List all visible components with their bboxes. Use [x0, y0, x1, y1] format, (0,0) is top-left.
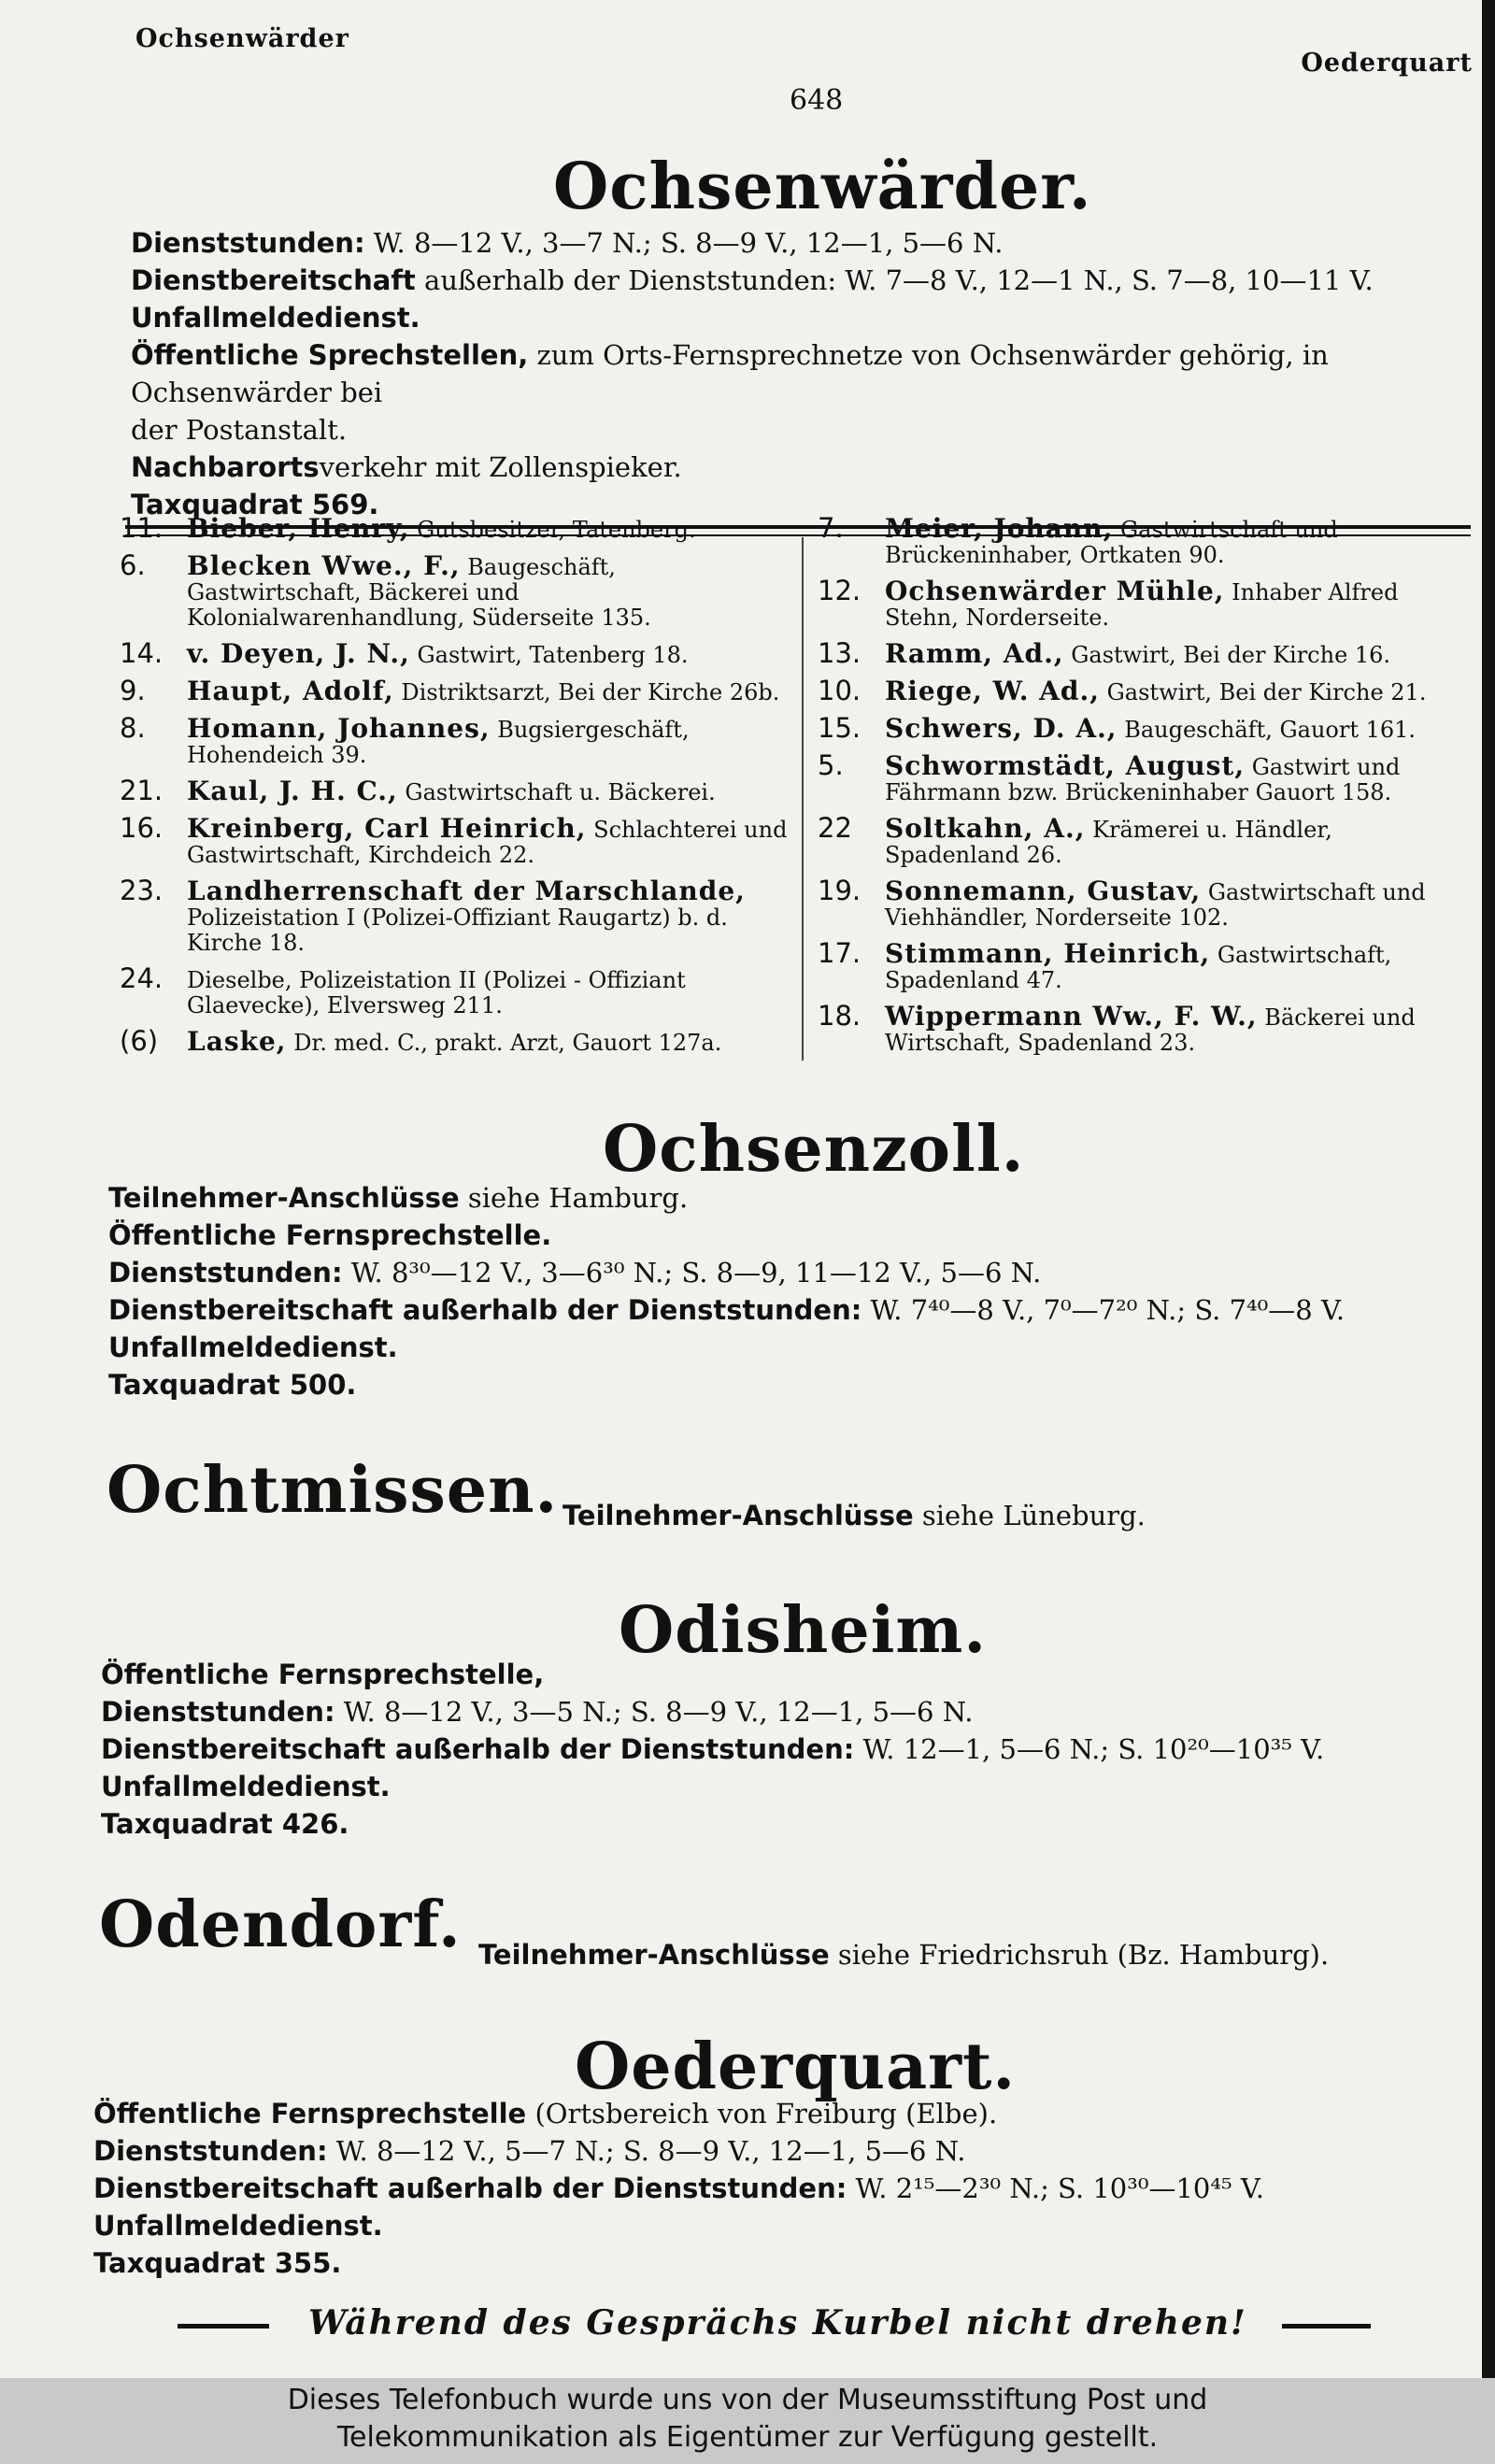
- running-header-right: Oederquart: [1301, 49, 1473, 78]
- info-line-label: Taxquadrat 569.: [131, 489, 379, 520]
- oederquart-info-line: [93, 2244, 1264, 2282]
- info-line-label: Dienststunden:: [101, 1696, 335, 1728]
- subscriber-description: Gastwirt, Bei der Kirche 16.: [1063, 642, 1391, 668]
- subscriber-name: Stimmann, Heinrich,: [885, 938, 1211, 969]
- section-title-ochtmissen: Ochtmissen.: [107, 1453, 559, 1528]
- info-line-label: Taxquadrat 355.: [93, 2247, 342, 2279]
- subscriber-text: [885, 878, 1472, 931]
- subscriber-entry: [818, 712, 1472, 744]
- subscriber-text: [187, 778, 792, 805]
- subscriber-name: Haupt, Adolf,: [187, 676, 394, 706]
- subscriber-name: v. Deyen, J. N.,: [187, 638, 410, 669]
- info-line-label: Dienstbereitschaft außerhalb der Dienststunden:: [93, 2172, 847, 2204]
- subscriber-description: Gastwirt und Fährmann bzw. Brückeninhaber Gauort 158.: [885, 754, 1401, 805]
- subscriber-number: 18.: [818, 1000, 861, 1032]
- subscriber-text: [885, 513, 1472, 568]
- subscriber-entry: [120, 875, 792, 956]
- subscriber-entry: [818, 875, 1472, 931]
- info-line-text: W. 12—1, 5—6 N.; S. 10²⁰—10³⁵ V.: [854, 1733, 1325, 1765]
- subscriber-number: 24.: [120, 962, 164, 994]
- subscriber-name: Wippermann Ww., F. W.,: [885, 1001, 1258, 1032]
- subscriber-number: 9.: [120, 675, 146, 706]
- info-line-text: verkehr mit Zollenspieker.: [319, 451, 682, 483]
- section-title-odisheim: Odisheim.: [619, 1593, 988, 1668]
- subscriber-text: [187, 813, 792, 868]
- ochtmissen-note: [562, 1497, 1146, 1534]
- info-line-label: Dienstbereitschaft außerhalb der Dienststunden:: [108, 1294, 862, 1326]
- odendorf-note-text: siehe Friedrichsruh (Bz. Hamburg).: [829, 1939, 1330, 1971]
- subscriber-description: Dieselbe, Polizeistation II (Polizei - Offiziant Glaevecke), Elversweg 211.: [187, 967, 686, 1018]
- info-line-text: zum Orts-Fernsprechnetze von Ochsenwärder gehörig, in Ochsenwärder bei: [131, 339, 1329, 408]
- subscriber-text: [187, 713, 792, 768]
- subscriber-description: Baugeschäft, Gauort 161.: [1117, 717, 1417, 743]
- ochsenwaerder-info-line: [131, 262, 1495, 299]
- subscriber-name: Kaul, J. H. C.,: [187, 776, 398, 806]
- info-line-text: W. 8—12 V., 3—7 N.; S. 8—9 V., 12—1, 5—6 N.: [364, 227, 1004, 259]
- subscriber-description: Bäckerei und Wirtschaft, Spadenland 23.: [885, 1004, 1416, 1056]
- ochtmissen-note-label: Teilnehmer-Anschlüsse: [562, 1500, 914, 1531]
- info-line-label: Öffentliche Fernsprechstelle: [93, 2098, 527, 2129]
- subscriber-entry: [818, 575, 1472, 631]
- subscriber-description: Krämerei u. Händler, Spadenland 26.: [885, 817, 1332, 868]
- subscriber-list-right: [818, 512, 1472, 1066]
- subscriber-number: 14.: [120, 637, 164, 669]
- section-title-oederquart: Oederquart.: [575, 2030, 1017, 2104]
- subscriber-number: 13.: [818, 637, 861, 669]
- subscriber-number: 8.: [120, 712, 146, 744]
- section-title-ochsenwaerder: Ochsenwärder.: [553, 150, 1092, 224]
- subscriber-number: 23.: [120, 875, 164, 906]
- info-line-text: W. 7⁴⁰—8 V., 7⁰—7²⁰ N.; S. 7⁴⁰—8 V.: [861, 1294, 1346, 1326]
- oederquart-info-line: [93, 2095, 1264, 2132]
- info-line-label: Teilnehmer-Anschlüsse: [108, 1182, 460, 1214]
- info-line-text: W. 2¹⁵—2³⁰ N.; S. 10³⁰—10⁴⁵ V.: [847, 2172, 1264, 2204]
- ochsenwaerder-info-line: [131, 336, 1495, 411]
- subscriber-description: Polizeistation I (Polizei-Offiziant Raugartz) b. d. Kirche 18.: [187, 904, 728, 956]
- subscriber-list-left: [120, 512, 792, 1066]
- subscriber-text: [885, 578, 1472, 631]
- subscriber-name: Riege, W. Ad.,: [885, 676, 1100, 706]
- subscriber-entry: [120, 675, 792, 706]
- subscriber-number: 10.: [818, 675, 861, 706]
- section-title-ochsenzoll: Ochsenzoll.: [603, 1112, 1025, 1187]
- oederquart-info-line: [93, 2170, 1264, 2207]
- info-line-text: der Postanstalt.: [131, 414, 348, 446]
- subscriber-name: Kreinberg, Carl Heinrich,: [187, 813, 587, 844]
- page-number: 648: [790, 84, 844, 117]
- odisheim-info-line: [101, 1656, 1324, 1693]
- subscriber-text: [885, 1001, 1472, 1056]
- subscriber-description: Gastwirtschaft und Viehhändler, Norderseite 102.: [885, 879, 1426, 931]
- odisheim-info-line: [101, 1730, 1324, 1768]
- subscriber-text: [885, 713, 1472, 744]
- info-line-label: Taxquadrat 500.: [108, 1369, 357, 1401]
- subscriber-description: Bugsiergeschäft, Hohendeich 39.: [187, 717, 690, 768]
- subscriber-entry: [120, 549, 792, 631]
- subscriber-description: Gastwirtschaft u. Bäckerei.: [397, 779, 716, 805]
- section-title-odendorf: Odendorf.: [99, 1887, 462, 1962]
- ochsenzoll-info-line: [108, 1217, 1345, 1254]
- banner-dash-left: [178, 2324, 269, 2329]
- subscriber-number: (6): [120, 1025, 159, 1057]
- info-line-label: Unfallmeldedienst.: [108, 1332, 398, 1363]
- info-line-text: siehe Hamburg.: [459, 1182, 689, 1214]
- info-line-label: Öffentliche Fernsprechstelle.: [108, 1219, 552, 1251]
- ochsenwaerder-info-line: [131, 411, 1495, 449]
- subscriber-name: Ramm, Ad.,: [885, 638, 1064, 669]
- info-line-label: Dienststunden:: [108, 1257, 343, 1289]
- info-line-label: Öffentliche Sprechstellen,: [131, 339, 529, 371]
- subscriber-text: [187, 966, 792, 1018]
- subscriber-text: [885, 678, 1472, 705]
- subscriber-name: Schwers, D. A.,: [885, 713, 1118, 744]
- subscriber-description: Inhaber Alfred Stehn, Norderseite.: [885, 579, 1399, 631]
- subscriber-number: 5.: [818, 749, 844, 781]
- ochsenzoll-info-line: [108, 1254, 1345, 1291]
- subscriber-entry: [818, 749, 1472, 805]
- info-line-label: Unfallmeldedienst.: [101, 1771, 391, 1802]
- subscriber-text: [187, 878, 792, 956]
- subscriber-description: Dr. med. C., prakt. Arzt, Gauort 127a.: [286, 1030, 722, 1056]
- info-line-label: Dienststunden:: [131, 227, 365, 259]
- info-line-text: W. 8—12 V., 5—7 N.; S. 8—9 V., 12—1, 5—6 N.: [327, 2135, 966, 2167]
- subscriber-text: [187, 513, 792, 544]
- subscriber-number: 21.: [120, 775, 164, 806]
- subscriber-entry: [818, 512, 1472, 568]
- banner-dash-right: [1282, 2324, 1371, 2329]
- ochsenwaerder-info: [131, 224, 1495, 523]
- subscriber-name: Blecken Wwe., F.,: [187, 550, 461, 581]
- running-header-left: Ochsenwärder: [135, 24, 349, 53]
- subscriber-text: [885, 750, 1472, 805]
- subscriber-entry: [120, 1025, 792, 1057]
- subscriber-description: Baugeschäft, Gastwirtschaft, Bäckerei und Kolonialwarenhandlung, Süderseite 135.: [187, 554, 651, 631]
- info-line-text: W. 8³⁰—12 V., 3—6³⁰ N.; S. 8—9, 11—12 V., 5—6 N.: [342, 1257, 1042, 1289]
- subscriber-entry: [818, 675, 1472, 706]
- subscriber-name: Homann, Johannes,: [187, 713, 491, 744]
- subscriber-description: Gastwirt, Tatenberg 18.: [409, 642, 689, 668]
- ochsenzoll-info-line: [108, 1329, 1345, 1366]
- info-line-text: (Ortsbereich von Freiburg (Elbe).: [526, 2098, 998, 2129]
- subscriber-name: Laske,: [187, 1026, 287, 1057]
- column-divider: [802, 537, 804, 1061]
- info-line-label: Dienstbereitschaft außerhalb der Dienststunden:: [101, 1733, 855, 1765]
- ochsenwaerder-info-line: [131, 299, 1495, 336]
- subscriber-name: Bieber, Henry,: [187, 513, 410, 544]
- ochsenzoll-info-line: [108, 1291, 1345, 1329]
- info-line-label: Unfallmeldedienst.: [93, 2210, 383, 2242]
- footer-line-2: Telekommunikation als Eigentümer zur Verfügung gestellt.: [336, 2421, 1159, 2454]
- info-line-label: Öffentliche Fernsprechstelle,: [101, 1659, 545, 1690]
- odisheim-info-line: [101, 1693, 1324, 1730]
- subscriber-entry: [120, 775, 792, 806]
- subscriber-text: [885, 813, 1472, 868]
- subscriber-text: [187, 550, 792, 631]
- odendorf-note: [478, 1936, 1329, 1973]
- oederquart-info-line: [93, 2207, 1264, 2244]
- info-line-text: außerhalb der Dienststunden: W. 7—8 V., 12—1 N., S. 7—8, 10—11 V.: [415, 264, 1374, 296]
- subscriber-number: 19.: [818, 875, 861, 906]
- info-line-label: Unfallmeldedienst.: [131, 302, 420, 334]
- subscriber-entry: [120, 962, 792, 1018]
- subscriber-description: Gastwirtschaft, Spadenland 47.: [885, 942, 1392, 993]
- subscriber-number: 22: [818, 812, 852, 844]
- subscriber-number: 15.: [818, 712, 861, 744]
- subscriber-entry: [120, 712, 792, 768]
- subscriber-name: Schwormstädt, August,: [885, 750, 1246, 781]
- subscriber-name: Ochsenwärder Mühle,: [885, 576, 1225, 606]
- oederquart-info-line: [93, 2132, 1264, 2170]
- info-line-label: Nachbarorts: [131, 451, 320, 483]
- info-line-label: Taxquadrat 426.: [101, 1808, 349, 1840]
- subscriber-number: 17.: [818, 937, 861, 969]
- subscriber-description: Gutsbesitzer, Tatenberg.: [409, 517, 696, 543]
- subscriber-text: [187, 678, 792, 705]
- subscriber-number: 7.: [818, 512, 844, 544]
- subscriber-name: Landherrenschaft der Marschlande,: [187, 876, 746, 906]
- info-line-text: W. 8—12 V., 3—5 N.; S. 8—9 V., 12—1, 5—6 N.: [335, 1696, 974, 1728]
- subscriber-number: 12.: [818, 575, 861, 606]
- ochsenzoll-info-line: [108, 1179, 1345, 1217]
- subscriber-number: 16.: [120, 812, 164, 844]
- subscriber-text: [885, 638, 1472, 669]
- ochsenzoll-info-line: [108, 1366, 1345, 1403]
- subscriber-name: Soltkahn, A.,: [885, 813, 1086, 844]
- subscriber-entry: [120, 637, 792, 669]
- subscriber-name: Meier, Johann,: [885, 513, 1114, 544]
- subscriber-name: Sonnemann, Gustav,: [885, 876, 1202, 906]
- subscriber-number: 11.: [120, 512, 164, 544]
- subscriber-entry: [818, 1000, 1472, 1056]
- subscriber-entry: [120, 512, 792, 544]
- oederquart-info: [93, 2095, 1264, 2282]
- ochsenzoll-info: [108, 1179, 1345, 1403]
- subscriber-text: [187, 1026, 792, 1057]
- subscriber-description: Distriktsarzt, Bei der Kirche 26b.: [393, 679, 780, 705]
- odisheim-info: [101, 1656, 1324, 1843]
- info-line-label: Dienstbereitschaft: [131, 264, 416, 296]
- ochtmissen-note-text: siehe Lüneburg.: [913, 1500, 1146, 1531]
- subscriber-description: Gastwirtschaft und Brückeninhaber, Ortkaten 90.: [885, 517, 1338, 568]
- subscriber-description: Gastwirt, Bei der Kirche 21.: [1100, 679, 1427, 705]
- info-line-label: Dienststunden:: [93, 2135, 328, 2167]
- subscriber-entry: [818, 812, 1472, 868]
- ochsenwaerder-info-line: [131, 449, 1495, 486]
- footer-line-1: Dieses Telefonbuch wurde uns von der Museumsstiftung Post und: [287, 2384, 1208, 2416]
- subscriber-text: [187, 638, 792, 669]
- odisheim-info-line: [101, 1768, 1324, 1805]
- archive-credit-footer: [0, 2378, 1495, 2464]
- subscriber-entry: [818, 637, 1472, 669]
- subscriber-entry: [818, 937, 1472, 993]
- subscriber-text: [885, 938, 1472, 993]
- subscriber-number: 6.: [120, 549, 146, 581]
- subscriber-description: Schlachterei und Gastwirtschaft, Kirchdeich 22.: [187, 817, 788, 868]
- subscriber-entry: [120, 812, 792, 868]
- ochsenwaerder-info-line: [131, 224, 1495, 262]
- odisheim-info-line: [101, 1805, 1324, 1843]
- odendorf-note-label: Teilnehmer-Anschlüsse: [478, 1939, 830, 1971]
- crank-warning-banner: Während des Gesprächs Kurbel nicht drehen!: [308, 2303, 1247, 2343]
